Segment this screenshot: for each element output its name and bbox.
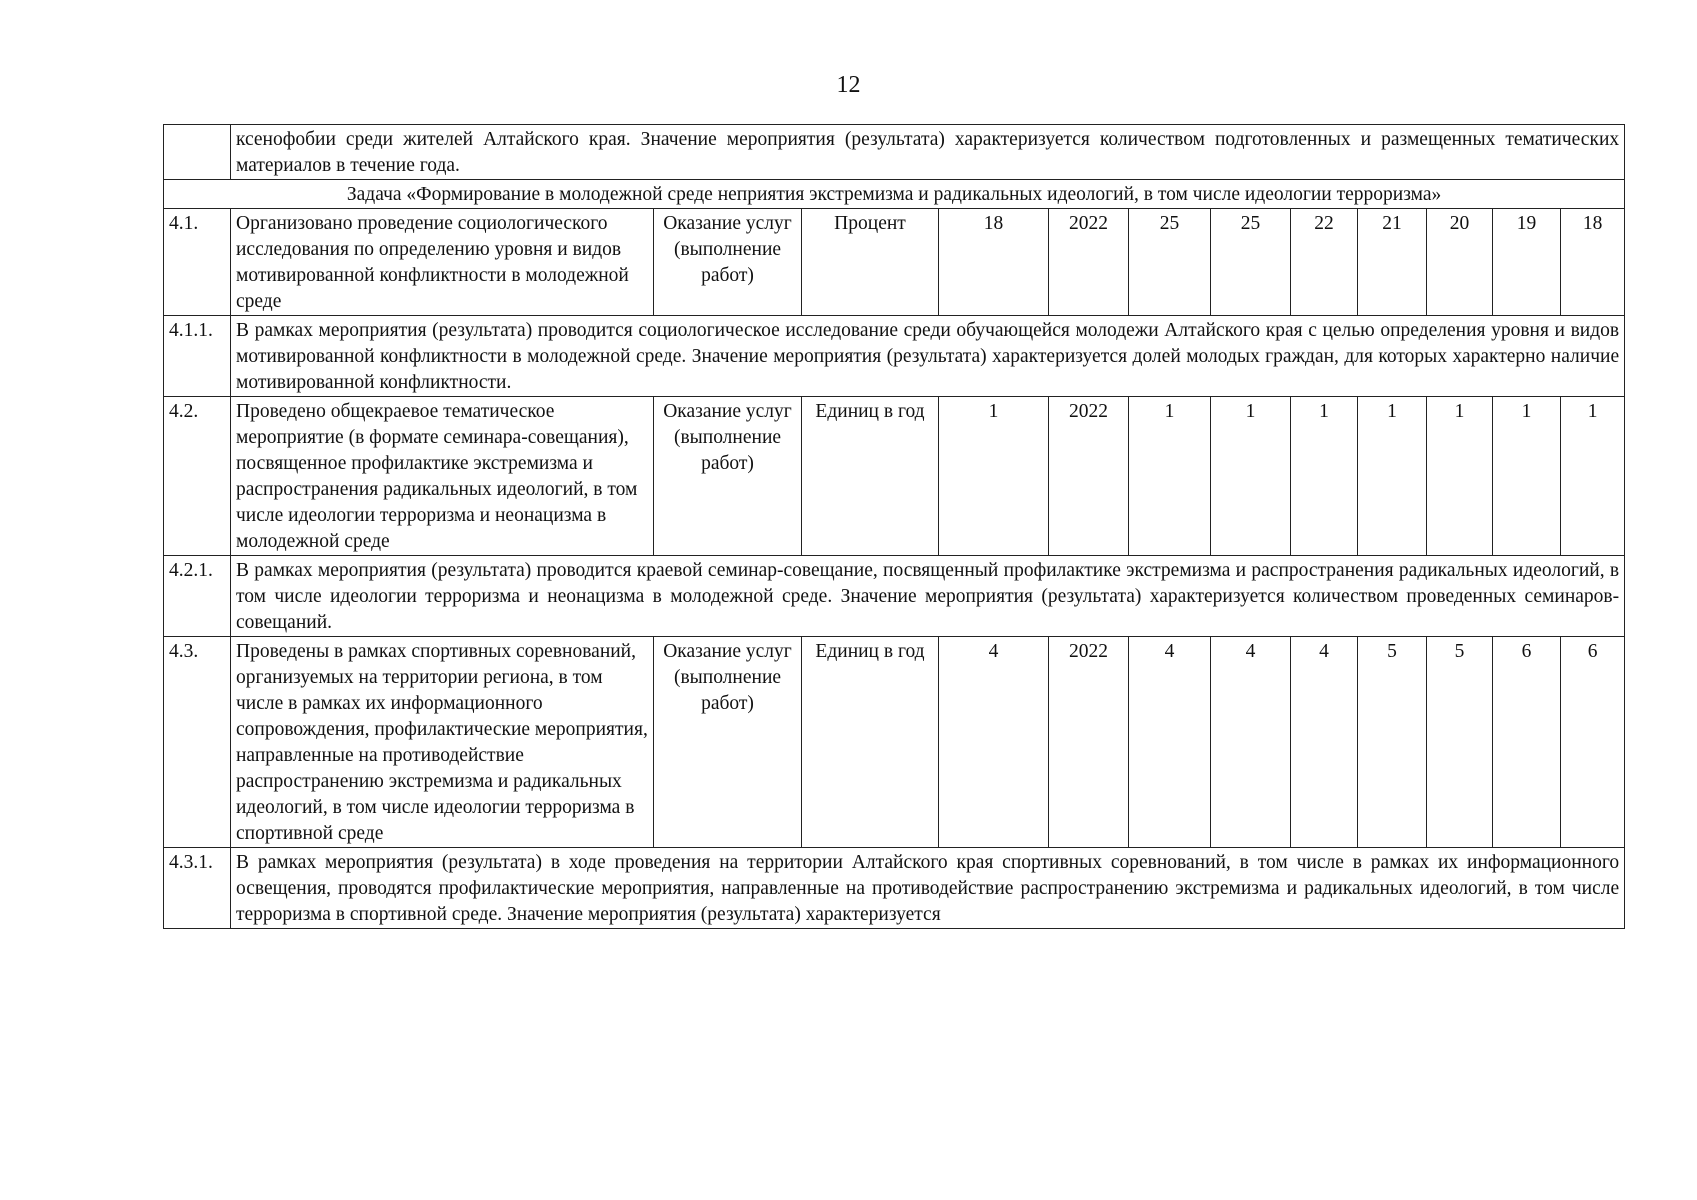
item-unit: Единиц в год bbox=[802, 637, 939, 848]
year-value: 1 bbox=[1291, 397, 1358, 556]
base-year: 2022 bbox=[1049, 209, 1129, 316]
row-number: 4.1.1. bbox=[164, 316, 231, 397]
year-value: 6 bbox=[1493, 637, 1561, 848]
row-number: 4.1. bbox=[164, 209, 231, 316]
year-value: 1 bbox=[1129, 397, 1211, 556]
results-table bbox=[163, 124, 1625, 929]
year-value: 5 bbox=[1358, 637, 1427, 848]
row-number bbox=[164, 125, 231, 180]
year-value: 25 bbox=[1211, 209, 1291, 316]
year-value: 21 bbox=[1358, 209, 1427, 316]
row-number: 4.3. bbox=[164, 637, 231, 848]
year-value: 19 bbox=[1493, 209, 1561, 316]
table-row bbox=[164, 637, 1625, 848]
year-value: 1 bbox=[1358, 397, 1427, 556]
year-value: 5 bbox=[1427, 637, 1493, 848]
table-row bbox=[164, 397, 1625, 556]
item-name: Проведено общекраевое тематическое мероприятие (в формате семинара-совещания), посвященное профилактике экстремизма и распространения радикальных идеологий, в том числе идеологии терроризма и неонацизма в молодежной среде bbox=[231, 397, 654, 556]
item-name: Организовано проведение социологического исследования по определению уровня и видов мотивированной конфликтности в молодежной среде bbox=[231, 209, 654, 316]
task-heading: Задача «Формирование в молодежной среде неприятия экстремизма и радикальных идеологий, в том числе идеологии терроризма» bbox=[164, 180, 1625, 209]
page-number: 12 bbox=[836, 72, 861, 98]
table-row bbox=[164, 848, 1625, 929]
item-type: Оказание услуг (выполнение работ) bbox=[654, 209, 802, 316]
table-row bbox=[164, 209, 1625, 316]
base-value: 18 bbox=[939, 209, 1049, 316]
row-number: 4.2. bbox=[164, 397, 231, 556]
base-year: 2022 bbox=[1049, 637, 1129, 848]
table-row bbox=[164, 125, 1625, 180]
base-value: 1 bbox=[939, 397, 1049, 556]
base-year: 2022 bbox=[1049, 397, 1129, 556]
item-type: Оказание услуг (выполнение работ) bbox=[654, 397, 802, 556]
year-value: 1 bbox=[1561, 397, 1625, 556]
year-value: 6 bbox=[1561, 637, 1625, 848]
row-number: 4.3.1. bbox=[164, 848, 231, 929]
item-unit: Единиц в год bbox=[802, 397, 939, 556]
year-value: 4 bbox=[1129, 637, 1211, 848]
table-row bbox=[164, 556, 1625, 637]
row-description: В рамках мероприятия (результата) в ходе проведения на территории Алтайского края спортивных соревнований, в том числе в рамках их информационного освещения, проводятся профилактические мероприятия, направленные на противодействие распространению экстремизма и радикальных идеологий, в том числе терроризма в спортивной среде. Значение мероприятия (результата) характеризуется bbox=[231, 848, 1625, 929]
item-unit: Процент bbox=[802, 209, 939, 316]
task-row bbox=[164, 180, 1625, 209]
table-row bbox=[164, 316, 1625, 397]
row-description: В рамках мероприятия (результата) проводится краевой семинар-совещание, посвященный профилактике экстремизма и распространения радикальных идеологий, в том числе идеологии терроризма и неонацизма в молодежной среде. Значение мероприятия (результата) характеризуется количеством проведенных семинаров-совещаний. bbox=[231, 556, 1625, 637]
year-value: 1 bbox=[1493, 397, 1561, 556]
year-value: 1 bbox=[1427, 397, 1493, 556]
year-value: 4 bbox=[1291, 637, 1358, 848]
year-value: 22 bbox=[1291, 209, 1358, 316]
year-value: 18 bbox=[1561, 209, 1625, 316]
row-description: В рамках мероприятия (результата) проводится социологическое исследование среди обучающейся молодежи Алтайского края с целью определения уровня и видов мотивированной конфликтности в молодежной среде. Значение мероприятия (результата) характеризуется долей молодых граждан, для которых характерно наличие мотивированной конфликтности. bbox=[231, 316, 1625, 397]
year-value: 1 bbox=[1211, 397, 1291, 556]
year-value: 4 bbox=[1211, 637, 1291, 848]
item-name: Проведены в рамках спортивных соревнований, организуемых на территории региона, в том числе в рамках их информационного сопровождения, профилактические мероприятия, направленные на противодействие распространению экстремизма и радикальных идеологий, в том числе идеологии терроризма в спортивной среде bbox=[231, 637, 654, 848]
base-value: 4 bbox=[939, 637, 1049, 848]
row-description: ксенофобии среди жителей Алтайского края. Значение мероприятия (результата) характеризуется количеством подготовленных и размещенных тематических материалов в течение года. bbox=[231, 125, 1625, 180]
year-value: 20 bbox=[1427, 209, 1493, 316]
year-value: 25 bbox=[1129, 209, 1211, 316]
row-number: 4.2.1. bbox=[164, 556, 231, 637]
item-type: Оказание услуг (выполнение работ) bbox=[654, 637, 802, 848]
